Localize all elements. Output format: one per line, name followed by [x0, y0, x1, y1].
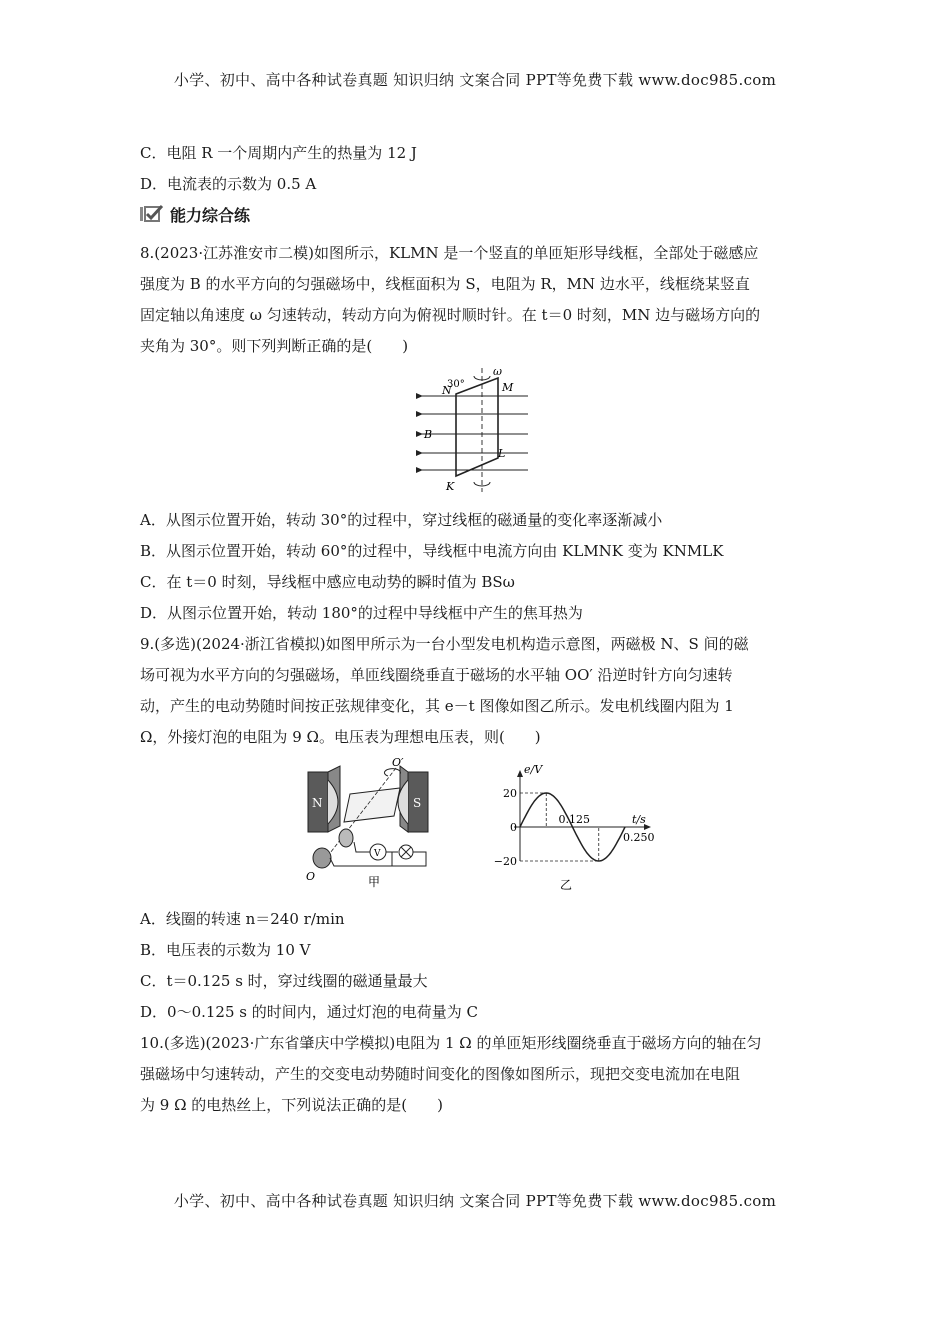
q8-option-a: A．从图示位置开始，转动 30°的过程中，穿过线框的磁通量的变化率逐渐减小: [140, 511, 663, 529]
y-axis-label: e/V: [524, 763, 543, 776]
voltmeter-label: V: [374, 849, 381, 859]
q9-option-d: D．0～0.125 s 的时间内，通过灯泡的电荷量为 C: [140, 1003, 478, 1021]
y-tick-label: −20: [493, 855, 517, 868]
q8-line-1: 8.(2023·江苏淮安市二模)如图所示，KLMN 是一个竖直的单匝矩形导线框，全部处于磁感应: [140, 244, 759, 262]
checkmark-icon: [140, 204, 164, 224]
omega-label: ω: [493, 365, 502, 378]
x-tick-label: 0.125: [558, 813, 590, 826]
label-m: M: [502, 381, 514, 394]
q8-line-2: 强度为 B 的水平方向的匀强磁场中，线框面积为 S，电阻为 R，MN 边水平，线框绕某竖直: [140, 275, 750, 293]
page-footer: 小学、初中、高中各种试卷真题 知识归纳 文案合同 PPT等免费下载 www.doc985.com: [173, 1192, 777, 1210]
x-tick-label: 0.250: [623, 831, 655, 844]
q9-line-4: Ω，外接灯泡的电阻为 9 Ω。电压表为理想电压表，则( ): [140, 728, 541, 746]
y-tick-label: 0: [510, 821, 517, 834]
section-title: 能力综合练: [170, 205, 251, 225]
q9-option-a: A．线圈的转速 n＝240 r/min: [140, 910, 345, 928]
label-l: L: [498, 447, 506, 460]
label-b: B: [424, 428, 433, 441]
q9-line-1: 9.(多选)(2024·浙江省模拟)如图甲所示为一台小型发电机构造示意图，两磁极 N、S 间的磁: [140, 635, 749, 653]
angle-label: 30°: [447, 379, 465, 390]
slip-ring: [339, 829, 353, 847]
prev-option-d: D．电流表的示数为 0.5 A: [140, 175, 317, 193]
q9-option-c: C．t＝0.125 s 时，穿过线圈的磁通量最大: [140, 972, 428, 990]
generator-figure: [300, 754, 445, 894]
q8-option-b: B．从图示位置开始，转动 60°的过程中，导线框中电流方向由 KLMNK 变为 KNMLK: [140, 542, 724, 560]
magnet-n-label: N: [312, 796, 323, 810]
magnet-s-label: S: [413, 796, 422, 810]
q8-figure: [410, 364, 540, 496]
page-header: 小学、初中、高中各种试卷真题 知识归纳 文案合同 PPT等免费下载 www.doc985.com: [173, 71, 777, 89]
y-tick-label: 20: [503, 787, 517, 800]
caption-jia: 甲: [368, 875, 381, 889]
q10-line-3: 为 9 Ω 的电热丝上，下列说法正确的是( ): [140, 1096, 443, 1114]
q9-line-2: 场可视为水平方向的匀强磁场，单匝线圈绕垂直于磁场的水平轴 OO′ 沿逆时针方向匀速转: [140, 666, 733, 684]
q10-line-1: 10.(多选)(2023·广东省肇庆中学模拟)电阻为 1 Ω 的单匝矩形线圈绕垂直于磁场方向的轴在匀: [140, 1034, 762, 1052]
caption-yi: 乙: [560, 878, 573, 892]
wire-frame: [456, 378, 498, 476]
section-heading: [140, 201, 250, 227]
prev-option-c: C．电阻 R 一个周期内产生的热量为 12 J: [140, 144, 417, 162]
label-k: K: [446, 480, 455, 493]
slip-ring: [313, 848, 331, 868]
q8-line-4: 夹角为 30°。则下列判断正确的是( ): [140, 337, 409, 355]
q9-line-3: 动，产生的电动势随时间按正弦规律变化，其 e－t 图像如图乙所示。发电机线圈内阻为 1: [140, 697, 734, 715]
o-label: O: [306, 870, 316, 883]
label-n: N: [442, 384, 452, 397]
coil: [344, 788, 400, 822]
q8-line-3: 固定轴以角速度 ω 匀速转动，转动方向为俯视时顺时针。在 t＝0 时刻，MN 边与磁场方向的: [140, 306, 761, 324]
emf-time-chart: [490, 757, 660, 894]
o-prime-label: O′: [392, 756, 404, 769]
q9-option-b: B．电压表的示数为 10 V: [140, 941, 311, 959]
q10-line-2: 强磁场中匀速转动，产生的交变电动势随时间变化的图像如图所示，现把交变电流加在电阻: [140, 1065, 741, 1083]
rotation-arrow: [384, 769, 400, 776]
q8-option-d: D．从图示位置开始，转动 180°的过程中导线框中产生的焦耳热为: [140, 604, 583, 622]
circuit-wire: [354, 842, 370, 852]
q8-option-c: C．在 t＝0 时刻，导线框中感应电动势的瞬时值为 BSω: [140, 573, 515, 591]
x-axis-label: t/s: [632, 813, 646, 826]
